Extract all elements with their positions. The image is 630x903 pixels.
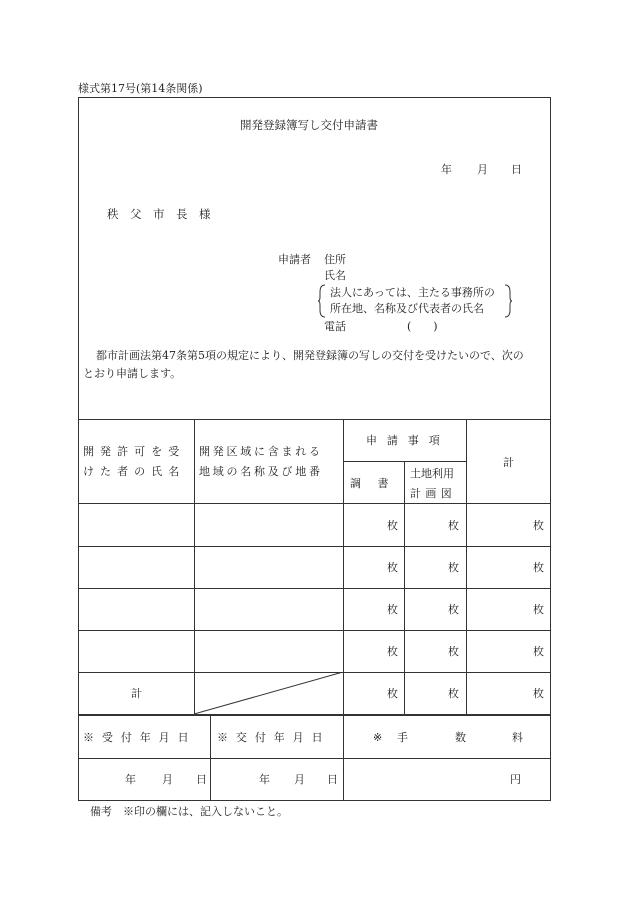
address-label: 住所 (324, 253, 346, 266)
table-top-line (78, 419, 551, 420)
form-title: 開発登録簿写し交付申請書 (240, 118, 378, 132)
col3b-header-line1: 土地利用 (410, 467, 454, 480)
unit-label: 枚 (387, 645, 398, 658)
col2-header-line1: 開発区域に含まれる (199, 445, 323, 458)
col1-header-line2: けた者の氏名 (83, 465, 186, 478)
col-line (404, 461, 405, 714)
col-line (466, 419, 467, 714)
body-text-line2: とおり申請します。 (83, 367, 182, 380)
unit-label: 枚 (448, 645, 459, 658)
col-line (343, 419, 344, 714)
col2-header-line2: 地域の名称及び地番 (199, 465, 323, 478)
form-number: 様式第17号(第14条関係) (78, 82, 203, 95)
col1-header-line1: 開発許可を受 (83, 445, 186, 458)
name-label: 氏名 (324, 269, 346, 282)
fee-mark: ※ (373, 731, 383, 744)
issued-year: 年 (259, 773, 270, 786)
col3b-header-line2: 計画図 (410, 487, 457, 500)
col-line (194, 419, 195, 714)
fee-char-1: 手 (397, 731, 408, 744)
unit-label: 枚 (533, 645, 544, 658)
issued-day: 日 (327, 773, 338, 786)
corp-note-line1: 法人にあっては、主たる事務所の (330, 286, 495, 299)
unit-label: 枚 (387, 603, 398, 616)
received-year: 年 (125, 773, 136, 786)
date-month-label: 月 (477, 163, 488, 176)
col3a-header: 調書 (350, 477, 405, 490)
unit-label: 枚 (387, 687, 398, 700)
issued-date-label: ※交付年月日 (217, 731, 331, 744)
total-label: 計 (131, 687, 142, 700)
body-text-line1: 都市計画法第47条第5項の規定により、開発登録簿の写しの交付を受けたいので、次の (96, 349, 524, 362)
unit-label: 枚 (533, 561, 544, 574)
date-year-label: 年 (441, 163, 452, 176)
right-brace-icon (504, 284, 512, 318)
corp-note-line2: 所在地、名称及び代表者の氏名 (330, 302, 484, 315)
col4-header: 計 (503, 456, 514, 469)
fee-char-3: 料 (512, 731, 523, 744)
header-bottom-line (78, 503, 551, 504)
unit-label: 枚 (533, 603, 544, 616)
office-col-line (210, 716, 211, 801)
date-day-label: 日 (511, 163, 522, 176)
unit-label: 枚 (533, 519, 544, 532)
unit-label: 枚 (533, 687, 544, 700)
office-row-line (78, 758, 551, 759)
row-line (78, 630, 551, 631)
unit-label: 枚 (387, 561, 398, 574)
phone-label: 電話 (324, 320, 346, 333)
unit-label: 枚 (448, 603, 459, 616)
applicant-label: 申請者 (278, 253, 311, 266)
remarks: 備考 ※印の欄には、記入しないこと。 (90, 805, 288, 818)
unit-label: 枚 (448, 687, 459, 700)
total-diagonal-line (194, 672, 344, 715)
received-month: 月 (162, 773, 173, 786)
unit-label: 枚 (448, 561, 459, 574)
col3-group-header: 申請事項 (366, 434, 450, 447)
issued-month: 月 (294, 773, 305, 786)
row-line (78, 588, 551, 589)
fee-char-2: 数 (455, 731, 466, 744)
row-line (78, 546, 551, 547)
addressee: 秩 父 市 長 様 (107, 207, 211, 221)
office-col-line (343, 716, 344, 801)
phone-parens: ( ) (407, 320, 438, 333)
unit-label: 枚 (387, 519, 398, 532)
left-brace-icon (318, 284, 326, 318)
fee-yen: 円 (510, 773, 521, 786)
received-day: 日 (196, 773, 207, 786)
received-date-label: ※受付年月日 (83, 731, 197, 744)
unit-label: 枚 (448, 519, 459, 532)
